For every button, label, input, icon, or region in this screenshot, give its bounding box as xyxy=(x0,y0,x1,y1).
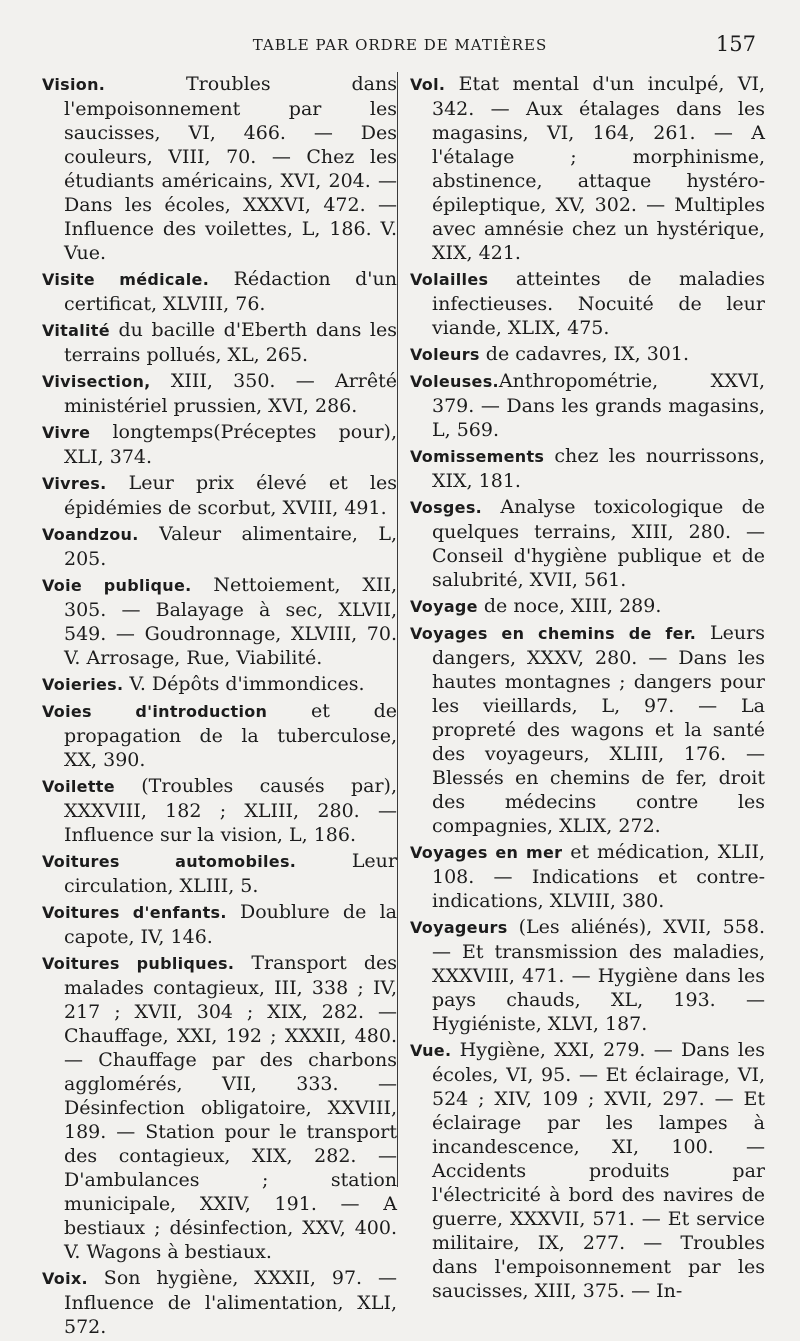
entry-references: Leur circulation, XLIII, 5. xyxy=(64,850,397,897)
entry-term: Voyages en chemins de fer. xyxy=(410,624,697,643)
entry-term: Voies d'introduction xyxy=(42,702,268,721)
index-entry xyxy=(410,621,765,838)
index-entry xyxy=(42,1266,397,1339)
entry-term: Voyage xyxy=(410,597,478,616)
page-number: 157 xyxy=(715,32,756,56)
index-entry xyxy=(42,318,397,367)
entry-references: Analyse toxicologique de quelques terrains, XIII, 280. — Conseil d'hygiène publique et de salubrité, XVII, 561. xyxy=(432,496,765,591)
entry-term: Vue. xyxy=(410,1041,452,1060)
entry-references: chez les nourrissons, XIX, 181. xyxy=(432,445,765,492)
entry-references: V. Dépôts d'immondices. xyxy=(123,673,365,695)
column-divider xyxy=(397,72,398,1187)
index-entry xyxy=(42,72,397,265)
entry-references: Leurs dangers, XXXV, 280. — Dans les hautes montagnes ; dangers pour les vieillards, L, 97. — La propreté des wagons et la santé des voyageurs, XLIII, 176. — Blessés en chemins de fer, droit des médecins contre les compagnies, XLIX, 272. xyxy=(432,622,765,837)
entry-references: et de propagation de la tuberculose, XX, 390. xyxy=(64,700,397,771)
index-entry xyxy=(410,342,765,367)
entry-term: Vomissements xyxy=(410,447,545,466)
entry-references: et médication, XLII, 108. — Indications et contre-indications, XLVIII, 380. xyxy=(432,841,765,912)
index-entry xyxy=(42,471,397,520)
index-entry xyxy=(42,369,397,418)
entry-references: Etat mental d'un inculpé, VI, 342. — Aux étalages dans les magasins, VI, 164, 261. — A l'étalage ; morphinisme, abstinence, attaque hystéro-épileptique, XV, 302. — Multiples avec amnésie chez un hystérique, XIX, 421. xyxy=(432,73,765,264)
entry-references: Hygiène, XXI, 279. — Dans les écoles, VI, 95. — Et éclairage, VI, 524 ; XIV, 109 ; XVII, 297. — Et éclairage par les lampes à incandescence, XI, 100. — Accidents produits par l'électricité à bord des navires de guerre, XXXVII, 571. — Et service militaire, IX, 277. — Troubles dans l'empoisonnement par les saucisses, XIII, 375. — In- xyxy=(432,1039,765,1302)
entry-references: atteintes de maladies infectieuses. Nocuité de leur viande, XLIX, 475. xyxy=(432,268,765,339)
entry-term: Vivre xyxy=(42,423,91,442)
entry-references: Rédaction d'un certificat, XLVIII, 76. xyxy=(64,268,397,315)
entry-references: de cadavres, IX, 301. xyxy=(479,343,690,365)
entry-references: (Troubles causés par), XXXVIII, 182 ; XLIII, 280. — Influence sur la vision, L, 186. xyxy=(64,775,397,846)
entry-term: Voitures d'enfants. xyxy=(42,903,227,922)
index-entry xyxy=(42,420,397,469)
entry-term: Vol. xyxy=(410,75,446,94)
entry-term: Vision. xyxy=(42,75,106,94)
index-entry xyxy=(410,1038,765,1303)
entry-term: Voilette xyxy=(42,777,115,796)
entry-references: de noce, XIII, 289. xyxy=(477,595,662,617)
page-header xyxy=(0,32,800,62)
entry-references: XIII, 350. — Arrêté ministériel prussien, XVI, 286. xyxy=(64,370,397,417)
entry-references: Leur prix élevé et les épidémies de scorbut, XVIII, 491. xyxy=(64,472,397,519)
entry-term: Voieries. xyxy=(42,675,124,694)
entry-term: Visite médicale. xyxy=(42,270,210,289)
index-entry xyxy=(42,522,397,571)
entry-references: Doublure de la capote, IV, 146. xyxy=(64,901,397,948)
index-entry xyxy=(410,369,765,442)
index-entry xyxy=(42,849,397,898)
entry-references: Son hygiène, XXXII, 97. — Influence de l'alimentation, XLI, 572. xyxy=(64,1267,397,1338)
entry-term: Voleurs xyxy=(410,345,480,364)
entry-term: Voandzou. xyxy=(42,525,139,544)
entry-term: Voyages en mer xyxy=(410,843,563,862)
index-entry xyxy=(42,267,397,316)
entry-term: Vivres. xyxy=(42,474,107,493)
entry-references: longtemps(Préceptes pour), XLI, 374. xyxy=(64,421,397,468)
entry-term: Volailles xyxy=(410,270,489,289)
index-entry xyxy=(42,699,397,772)
entry-term: Voix. xyxy=(42,1269,88,1288)
index-entry xyxy=(42,672,397,697)
entry-references: Transport des malades contagieux, III, 338 ; IV, 217 ; XVII, 304 ; XIX, 282. — Chauffage, XXI, 192 ; XXXII, 480. — Chauffage par des charbons agglomérés, VII, 333. — Désinfection obligatoire, XXVIII, 189. — Station pour le transport des contagieux, XIX, 282. — D'ambulances ; station municipale, XXIV, 191. — A bestiaux ; désinfection, XXV, 400. V. Wagons à bestiaux. xyxy=(64,952,397,1263)
index-entry xyxy=(410,267,765,340)
entry-references: (Les aliénés), XVII, 558. — Et transmission des maladies, XXXVIII, 471. — Hygiène dans les pays chauds, XL, 193. — Hygiéniste, XLVI, 187. xyxy=(432,916,765,1035)
entry-term: Vivisection, xyxy=(42,372,151,391)
index-entry xyxy=(410,915,765,1036)
index-entry xyxy=(410,840,765,913)
entry-references: Nettoiement, XII, 305. — Balayage à sec, XLVII, 549. — Goudronnage, XLVIII, 70. V. Arrosage, Rue, Viabilité. xyxy=(64,574,397,669)
index-entry xyxy=(410,495,765,592)
entry-term: Voie publique. xyxy=(42,576,192,595)
index-entry xyxy=(42,900,397,949)
index-entry xyxy=(42,573,397,670)
entry-term: Vitalité xyxy=(42,321,110,340)
entry-term: Voitures automobiles. xyxy=(42,852,297,871)
entry-term: Vosges. xyxy=(410,498,483,517)
running-title: TABLE PAR ORDRE DE MATIÈRES xyxy=(252,36,548,54)
entry-term: Voleuses. xyxy=(410,372,499,391)
entry-references: Anthropométrie, XXVI, 379. — Dans les grands magasins, L, 569. xyxy=(432,370,765,441)
entry-references: Troubles dans l'empoisonnement par les saucisses, VI, 466. — Des couleurs, VIII, 70. — Chez les étudiants américains, XVI, 204. — Dans les écoles, XXXVI, 472. — Influence des voilettes, L, 186. V. Vue. xyxy=(64,73,397,264)
right-column xyxy=(410,72,765,1305)
entry-term: Voyageurs xyxy=(410,918,508,937)
index-entry xyxy=(410,594,765,619)
index-entry xyxy=(42,774,397,847)
index-entry xyxy=(42,951,397,1264)
entry-term: Voitures publiques. xyxy=(42,954,235,973)
left-column xyxy=(42,72,397,1341)
index-entry xyxy=(410,444,765,493)
entry-references: Valeur alimentaire, L, 205. xyxy=(64,523,397,570)
index-entry xyxy=(410,72,765,265)
entry-references: du bacille d'Eberth dans les terrains pollués, XL, 265. xyxy=(64,319,397,366)
